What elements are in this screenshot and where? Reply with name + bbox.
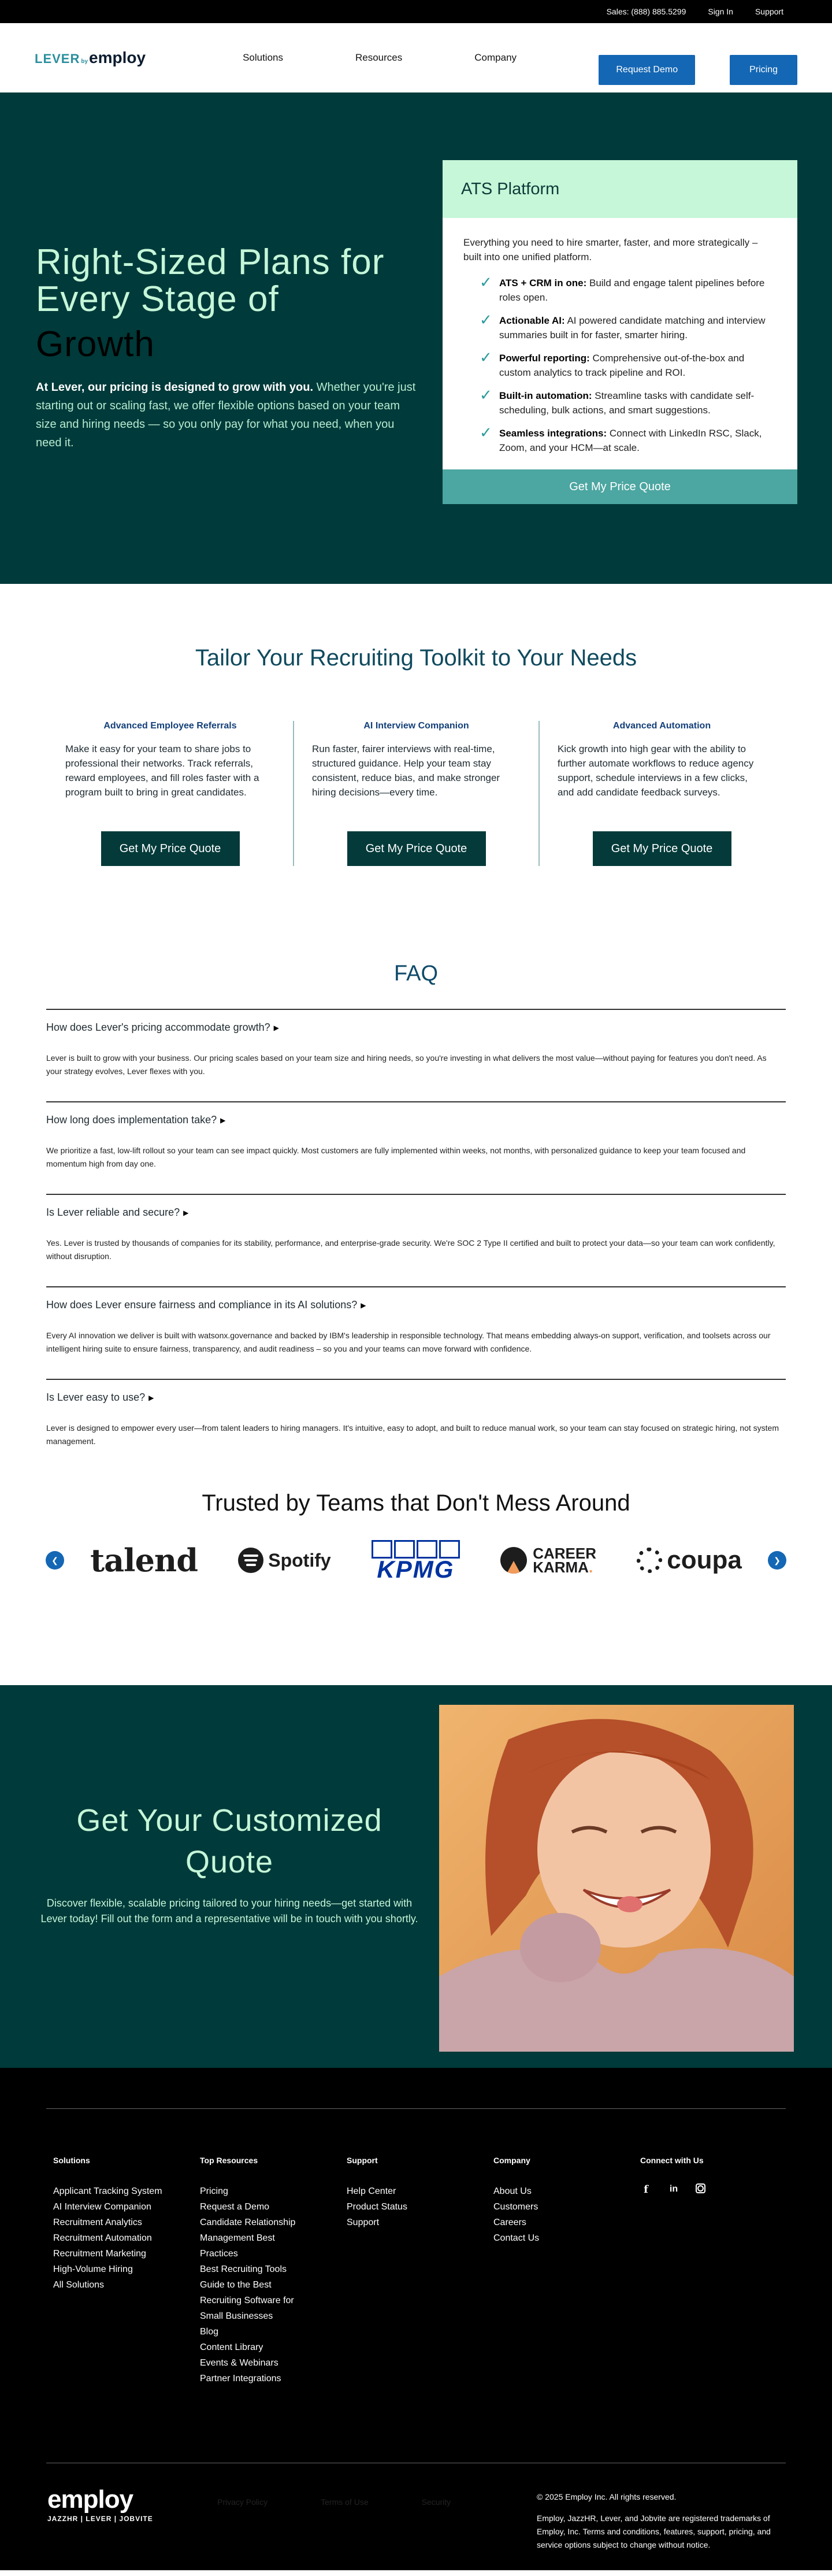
sales-phone-link[interactable]: Sales: (888) 885.5299 xyxy=(606,7,686,16)
referrals-price-quote-button[interactable]: Get My Price Quote xyxy=(101,831,240,866)
career-karma-line1: CAREER xyxy=(533,1545,596,1562)
toolkit-columns xyxy=(47,721,785,866)
hero-body-rest: Whether you're just starting out or scaling fast, we offer flexible options based on your team size and hiring needs — so you only pay for what you need, when you need it. xyxy=(36,381,416,449)
footer-link[interactable]: Careers xyxy=(493,2218,526,2227)
check-icon: ✓ xyxy=(480,311,492,328)
talend-logo-text: talend xyxy=(90,1542,198,1579)
caret-right-icon: ▶ xyxy=(183,1208,189,1217)
footer-link[interactable]: Applicant Tracking System xyxy=(53,2186,162,2196)
instagram-icon[interactable] xyxy=(696,2183,705,2193)
ats-feature-text: AI powered candidate matching and interview summaries built in for faster, smarter hiring. xyxy=(499,315,766,340)
faq-section xyxy=(0,953,832,1490)
faq-question-toggle[interactable] xyxy=(46,1114,786,1126)
quote-text xyxy=(36,1800,423,1927)
check-icon: ✓ xyxy=(480,386,492,404)
nav-company[interactable]: Company xyxy=(474,52,517,63)
check-icon: ✓ xyxy=(480,424,492,441)
footer-link[interactable]: Help Center xyxy=(347,2186,396,2196)
hero-title-light: Right-Sized Plans for Every Stage of xyxy=(36,242,385,319)
nav-resources[interactable]: Resources xyxy=(355,52,403,63)
hero-body-strong: At Lever, our pricing is designed to grow with you. xyxy=(36,381,314,394)
footer-link[interactable]: Request a Demo xyxy=(200,2202,270,2212)
hero-section xyxy=(0,92,832,584)
faq-answer: Lever is built to grow with your business. Our pricing scales based on your team size and hiring needs, so you're investing in what delivers the most value—without paying for features you don't need. As your strategy evolves, Lever flexes with you. xyxy=(46,1053,767,1076)
carousel-next-button[interactable] xyxy=(768,1551,786,1570)
faq-question-text: Is Lever easy to use? xyxy=(46,1391,146,1403)
main-nav xyxy=(243,52,517,64)
ats-card-body xyxy=(443,218,797,469)
footer-link[interactable]: Recruitment Analytics xyxy=(53,2218,142,2227)
faq-answer: Lever is designed to empower every user—from talent leaders to hiring managers. It's intuitive, easy to adopt, and built to reduce manual work, so your team can stay focused on strategic hiring, not system management. xyxy=(46,1423,779,1446)
footer-link[interactable]: Product Status xyxy=(347,2202,407,2212)
toolkit-column-body: Run faster, fairer interviews with real-time, structured guidance. Help your team stay consistent, reduce bias, and make stronger hiring decisions—every time. xyxy=(312,743,500,798)
faq-question-text: How long does implementation take? xyxy=(46,1114,217,1126)
footer-column-support xyxy=(347,2156,493,2386)
ats-feature-strong: Built-in automation: xyxy=(499,390,592,401)
footer-column-heading: Company xyxy=(493,2156,530,2165)
footer-link[interactable]: Candidate Relationship Management Best Practices xyxy=(200,2218,296,2259)
footer-link[interactable]: Content Library xyxy=(200,2342,263,2352)
footer-column-heading: Support xyxy=(347,2156,378,2165)
toolkit-column-body: Make it easy for your team to share jobs to professional their networks. Track referrals, reward employees, and fill roles faster with a program built to bring in great candidates. xyxy=(65,743,259,798)
utility-bar xyxy=(0,0,832,23)
copyright-block xyxy=(537,2490,785,2552)
footer-link[interactable]: Best Recruiting Tools Guide to the Best Recruiting Software for Small Businesses xyxy=(200,2264,294,2321)
ats-price-quote-button[interactable]: Get My Price Quote xyxy=(443,469,797,504)
footer-link[interactable]: Blog xyxy=(200,2327,219,2337)
check-icon: ✓ xyxy=(480,273,492,291)
ats-platform-card xyxy=(443,160,797,504)
hero-text xyxy=(36,244,417,452)
ats-feature-list xyxy=(463,273,777,455)
footer-column-heading: Connect with Us xyxy=(640,2156,704,2165)
ats-feature-item xyxy=(480,426,777,455)
ats-feature-item xyxy=(480,351,777,380)
lever-logo[interactable] xyxy=(35,49,146,67)
trademark-text: Employ, JazzHR, Lever, and Jobvite are registered trademarks of Employ, Inc. Terms and conditions, features, support, pricing, and service options subject to change without notice. xyxy=(537,2514,771,2549)
trusted-section xyxy=(0,1490,832,1685)
faq-question-toggle[interactable] xyxy=(46,1391,786,1404)
header-cta-group xyxy=(599,55,797,85)
footer-column-solutions xyxy=(53,2156,200,2386)
quote-body: Discover flexible, scalable pricing tailored to your hiring needs—get started with Lever today! Fill out the form and a representative will be in touch with you shortly. xyxy=(40,1897,418,1924)
faq-item xyxy=(46,1379,786,1471)
legal-links xyxy=(217,2497,451,2507)
toolkit-column-automation xyxy=(538,721,784,866)
employ-logo-text: employ xyxy=(47,2485,133,2514)
toolkit-column-body: Kick growth into high gear with the ability to further automate workflows to reduce agency support, schedule interviews in a few clicks, and add candidate feedback surveys. xyxy=(558,743,754,798)
trusted-title: Trusted by Teams that Don't Mess Around xyxy=(202,1490,630,1516)
faq-answer: We prioritize a fast, low-lift rollout so your team can see impact quickly. Most customers are fully implemented within weeks, not months, with personalized guidance to keep your team focused and momentum high from day one. xyxy=(46,1146,746,1168)
footer-link[interactable]: Events & Webinars xyxy=(200,2358,278,2368)
faq-title: FAQ xyxy=(393,961,439,986)
request-demo-button[interactable]: Request Demo xyxy=(599,55,695,85)
faq-answer: Every AI innovation we deliver is built with watsonx.governance and backed by IBM's leadership in responsible technology. That means embedding always-on support, verification, and toolsets across our intelligent hiring suite to ensure fairness, transparency, and audit readiness – so you and your teams can move forward with confidence. xyxy=(46,1331,771,1353)
kpmg-logo-text: KPMG xyxy=(377,1556,455,1583)
linkedin-icon[interactable]: in xyxy=(669,2184,678,2194)
toolkit-section xyxy=(0,584,832,953)
hero-title xyxy=(36,244,417,363)
caret-right-icon: ▶ xyxy=(148,1393,154,1402)
logo-by-text: by xyxy=(81,58,88,65)
quote-section xyxy=(0,1685,832,2068)
toolkit-column-ai-interview xyxy=(293,721,538,866)
career-karma-logo xyxy=(500,1546,596,1574)
caret-right-icon: ▶ xyxy=(361,1301,366,1309)
faq-question-text: Is Lever reliable and secure? xyxy=(46,1206,180,1218)
nav-solutions[interactable]: Solutions xyxy=(243,52,283,63)
carousel-prev-button[interactable] xyxy=(46,1551,64,1570)
logo-carousel xyxy=(46,1537,786,1583)
faq-list xyxy=(46,1009,786,1471)
faq-question-toggle[interactable] xyxy=(46,1299,786,1311)
footer-link[interactable]: Customers xyxy=(493,2202,538,2212)
hero-body xyxy=(36,378,417,452)
spotify-logo-text: Spotify xyxy=(268,1549,331,1571)
footer-column-resources xyxy=(200,2156,347,2386)
privacy-policy-link[interactable]: Privacy Policy xyxy=(217,2497,268,2507)
footer-link[interactable]: Pricing xyxy=(200,2186,228,2196)
faq-question-text: How does Lever's pricing accommodate growth? xyxy=(46,1021,270,1033)
footer-link[interactable]: Partner Integrations xyxy=(200,2374,281,2383)
logo-lever-text: LEVER xyxy=(35,51,80,66)
footer-column-company xyxy=(493,2156,640,2386)
customer-logos xyxy=(64,1540,768,1581)
spotify-logo xyxy=(238,1548,330,1573)
chevron-left-icon: ❮ xyxy=(51,1555,58,1565)
sign-in-link[interactable]: Sign In xyxy=(708,7,733,16)
ats-feature-text: Comprehensive out-of-the-box and custom analytics to track pipeline and ROI. xyxy=(499,353,745,378)
smiling-woman-illustration xyxy=(439,1705,794,2052)
footer-column-heading: Top Resources xyxy=(200,2156,258,2165)
hero-title-dark: Growth xyxy=(36,324,155,364)
ats-feature-item xyxy=(480,273,777,305)
toolkit-title: Tailor Your Recruiting Toolkit to Your Needs xyxy=(195,645,637,671)
caret-right-icon: ▶ xyxy=(273,1023,279,1032)
ats-feature-text: Streamline tasks with candidate self-scheduling, bulk actions, and smart suggestions. xyxy=(499,390,755,416)
footer-link[interactable]: All Solutions xyxy=(53,2280,105,2290)
footer-link[interactable]: About Us xyxy=(493,2186,532,2196)
chevron-right-icon: ❯ xyxy=(774,1555,781,1565)
footer-link[interactable]: Support xyxy=(347,2218,380,2227)
faq-answer: Yes. Lever is trusted by thousands of companies for its stability, performance, and enterprise-grade security. We're SOC 2 Type II certified and built to protect your data—so your team can work confidently, without disruption. xyxy=(46,1238,775,1261)
toolkit-column-heading: Advanced Automation xyxy=(612,721,711,731)
ai-interview-price-quote-button[interactable]: Get My Price Quote xyxy=(347,831,486,866)
social-links xyxy=(640,2183,787,2195)
talend-logo xyxy=(90,1542,198,1579)
ats-feature-item xyxy=(480,313,777,342)
ats-feature-strong: Powerful reporting: xyxy=(499,353,590,364)
footer-link[interactable]: AI Interview Companion xyxy=(53,2202,151,2212)
footer-link[interactable]: Recruitment Marketing xyxy=(53,2249,146,2259)
ats-feature-text: Connect with LinkedIn RSC, Slack, Zoom, and your HCM—at scale. xyxy=(499,428,762,453)
copyright-text: © 2025 Employ Inc. All rights reserved. xyxy=(537,2492,677,2501)
career-karma-icon xyxy=(500,1547,527,1574)
toolkit-column-heading: Advanced Employee Referrals xyxy=(103,721,237,731)
check-icon: ✓ xyxy=(480,349,492,366)
footer-link[interactable]: High-Volume Hiring xyxy=(53,2264,133,2274)
smiling-woman-photo xyxy=(439,1705,794,2052)
security-link[interactable]: Security xyxy=(421,2497,451,2507)
caret-right-icon: ▶ xyxy=(220,1116,226,1124)
support-link[interactable]: Support xyxy=(755,7,783,16)
footer-divider xyxy=(46,2108,786,2109)
toolkit-column-heading: AI Interview Companion xyxy=(363,721,469,731)
facebook-icon[interactable]: f xyxy=(644,2183,648,2196)
toolkit-column-referrals xyxy=(47,721,293,866)
career-karma-text: CAREER KARMA. xyxy=(533,1545,596,1576)
ats-feature-strong: ATS + CRM in one: xyxy=(499,277,587,288)
pricing-button[interactable]: Pricing xyxy=(730,55,797,85)
site-footer xyxy=(0,2068,832,2570)
faq-item xyxy=(46,1101,786,1194)
coupa-icon xyxy=(637,1548,662,1573)
ats-feature-strong: Seamless integrations: xyxy=(499,428,607,439)
career-karma-line2: KARMA xyxy=(533,1559,589,1576)
quote-title: Get Your Customized Quote xyxy=(76,1803,382,1879)
faq-item xyxy=(46,1194,786,1286)
faq-question-text: How does Lever ensure fairness and compliance in its AI solutions? xyxy=(46,1299,358,1311)
logo-employ-text: employ xyxy=(89,49,146,66)
kpmg-logo xyxy=(372,1540,460,1581)
faq-question-toggle[interactable] xyxy=(46,1206,786,1219)
ats-feature-text: Build and engage talent pipelines before roles open. xyxy=(499,277,765,303)
footer-columns xyxy=(53,2156,787,2386)
faq-item xyxy=(46,1009,786,1101)
terms-of-use-link[interactable]: Terms of Use xyxy=(321,2497,369,2507)
ats-intro: Everything you need to hire smarter, faster, and more strategically – built into one unified platform. xyxy=(463,237,758,262)
spotify-icon xyxy=(238,1548,263,1573)
footer-link[interactable]: Recruitment Automation xyxy=(53,2233,152,2243)
employ-footer-logo[interactable] xyxy=(47,2487,153,2523)
footer-column-connect xyxy=(640,2156,787,2386)
coupa-logo-text: coupa xyxy=(667,1546,742,1574)
faq-question-toggle[interactable] xyxy=(46,1021,786,1034)
footer-column-heading: Solutions xyxy=(53,2156,90,2165)
ats-card-title: ATS Platform xyxy=(443,160,797,218)
ats-feature-item xyxy=(480,388,777,417)
footer-link[interactable]: Contact Us xyxy=(493,2233,540,2243)
coupa-logo xyxy=(637,1546,742,1575)
automation-price-quote-button[interactable]: Get My Price Quote xyxy=(593,831,731,866)
employ-sub-brands: JAZZHR | LEVER | JOBVITE xyxy=(47,2515,153,2523)
faq-item xyxy=(46,1286,786,1379)
site-header xyxy=(0,23,832,92)
ats-feature-strong: Actionable AI: xyxy=(499,315,565,326)
